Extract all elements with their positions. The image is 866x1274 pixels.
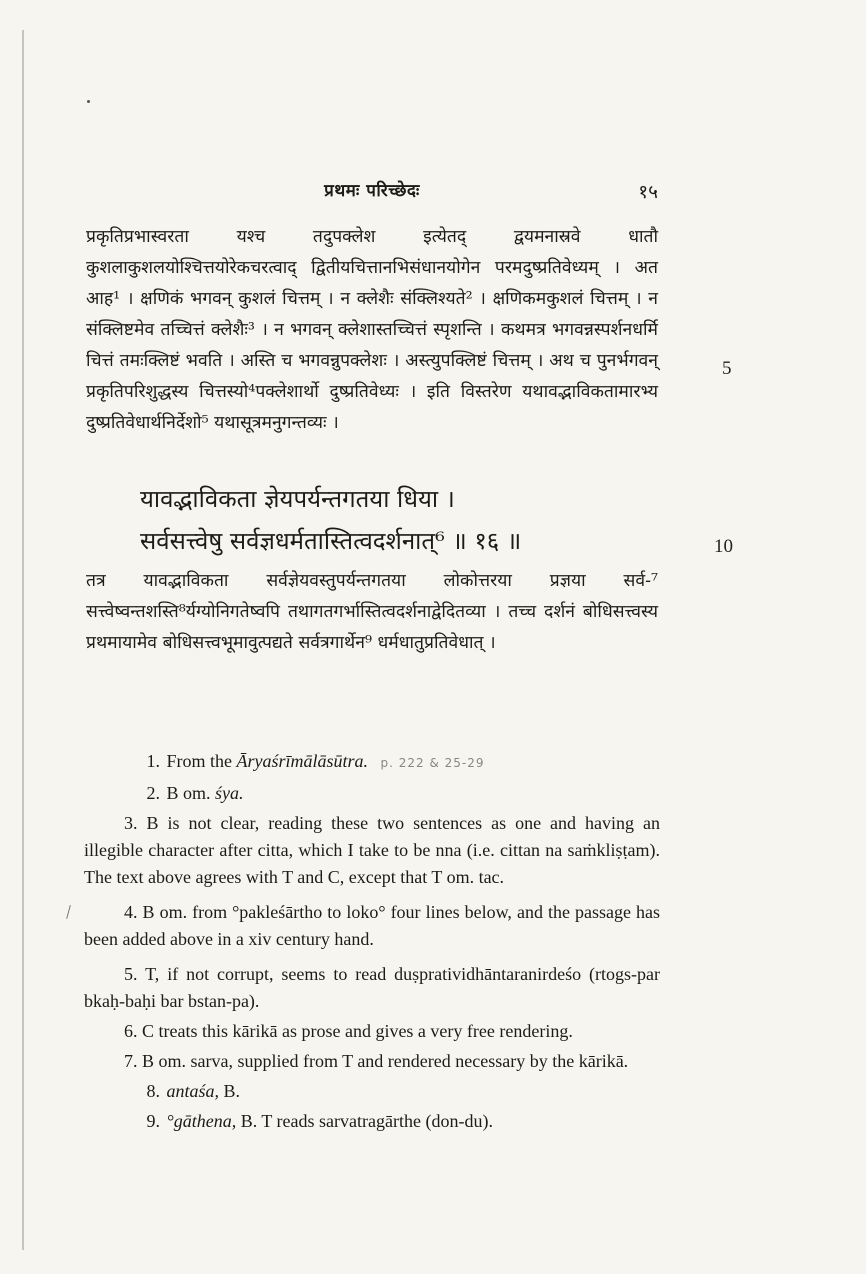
line-number-10: 10 — [714, 536, 733, 557]
footnote-number: 6. — [124, 1021, 138, 1041]
footnote-italic: antaśa, — [166, 1081, 220, 1101]
line-number-5: 5 — [722, 358, 732, 379]
prose-text: तत्र यावद्भाविकता सर्वज्ञेयवस्तुपर्यन्तगतया लोकोत्तरया प्रज्ञया सर्व-⁷ सत्त्वेष्वन्तशस्ति⁸र्यग्योनिगतेष्वपि तथागतगर्भास्तित्वदर्शनाद्वेदितव्या । तच्च दर्शनं बोधिसत्त्वस्य प्रथमायामेव बोधिसत्त्वभूमावुत्पद्यते सर्वत्रगार्थेन⁹ धर्मधातुप्रतिवेधात् । — [86, 571, 658, 653]
footnote-number: 8. — [146, 1081, 160, 1101]
footnote-8 — [84, 1078, 660, 1105]
verse-line-1: यावद्भाविकता ज्ञेयपर्यन्तगतया धिया । — [140, 485, 455, 513]
footnote-text: T, if not corrupt, seems to read duṣpratividhāntaranirdeśo (rtogs-par bkaḥ-baḥi bar bstan-pa). — [84, 964, 660, 1011]
footnote-6 — [84, 1018, 660, 1045]
footnote-text: B om. from °pakleśārtho to loko° four lines below, and the passage has been added above in a xiv century hand. — [84, 902, 660, 949]
page-number: १५ — [638, 181, 658, 203]
footnote-text: B om. — [166, 783, 216, 803]
footnote-text: From the — [166, 751, 237, 771]
pencil-annotation: p. 222 & 25-29 — [380, 756, 485, 770]
footnote-text: B is not clear, reading these two sentences as one and having an illegible character after citta, which I take to be nna (i.e. cittan na saṁkliṣṭam). The text above agrees with T and C, except that T om. tac. — [84, 813, 661, 887]
footnote-italic: °gāthena, — [166, 1111, 237, 1131]
footnote-text: B om. sarva, supplied from T and rendered necessary by the kārikā. — [142, 1051, 629, 1071]
footnote-3 — [84, 810, 660, 891]
footnote-text: B. — [219, 1081, 241, 1101]
footnote-italic: Āryaśrīmālāsūtra. — [236, 751, 369, 771]
footnote-4 — [84, 899, 660, 953]
footnote-number: 9. — [146, 1111, 160, 1131]
footnote-7 — [84, 1048, 660, 1075]
pencil-tick-mark — [66, 905, 71, 919]
footnote-number: 5. — [124, 964, 138, 984]
speck — [87, 100, 90, 103]
footnote-9 — [84, 1108, 660, 1135]
footnote-number: 7. — [124, 1051, 138, 1071]
page-header — [86, 178, 658, 204]
karika-verse — [140, 480, 670, 560]
scan-edge-line — [22, 30, 24, 1250]
footnote-number: 3. — [124, 813, 138, 833]
chapter-title: प्रथमः परिच्छेदः — [324, 181, 420, 201]
footnotes — [84, 748, 660, 1138]
prose-text: प्रकृतिप्रभास्वरता यश्च तदुपक्लेश इत्येतद् द्वयमनास्रवे धातौ कुशलाकुशलयोश्चित्तयोरेकचरत्वाद् द्वितीयचित्तानभिसंधानयोगेन परमदुष्प्रतिवेध्यम् । अत आह¹ । क्षणिकं भगवन् कुशलं चित्तम् । न क्लेशैः संक्लिश्यते² । क्षणिकमकुशलं चित्तम् । न संक्लिष्टमेव तच्चित्तं क्लेशैः³ । न भगवन् क्लेशास्तच्चित्तं स्पृशन्ति । कथमत्र भगवन्नस्पर्शनधर्मि चित्तं तमःक्लिष्टं भवति । अस्ति च भगवन्नुपक्लेशः । अस्त्युपक्लिष्टं चित्तम् । अथ च पुनर्भगवन् प्रकृतिपरिशुद्धस्य चित्तस्यो⁴पक्लेशार्थो दुष्प्रतिवेध्यः । इति विस्तरेण यथावद्भाविकतामारभ्य दुष्प्रतिवेधार्थनिर्देशो⁵ यथासूत्रमनुगन्तव्यः । — [86, 227, 658, 433]
footnote-5 — [84, 961, 660, 1015]
footnote-number: 2. — [146, 783, 160, 803]
footnote-italic: śya. — [215, 783, 244, 803]
footnote-number: 4. — [124, 902, 138, 922]
footnote-2 — [84, 780, 660, 807]
sanskrit-prose-block-1 — [86, 222, 658, 439]
footnote-text: B. T reads sarvatragārthe (don-du). — [236, 1111, 493, 1131]
verse-line-2: सर्वसत्त्वेषु सर्वज्ञधर्मतास्तित्वदर्शनात्⁶ ॥ १६ ॥ — [140, 527, 522, 555]
footnote-text: C treats this kārikā as prose and gives a very free rendering. — [142, 1021, 573, 1041]
footnote-1 — [84, 748, 660, 777]
footnote-number: 1. — [146, 751, 160, 771]
sanskrit-prose-block-2 — [86, 566, 658, 659]
